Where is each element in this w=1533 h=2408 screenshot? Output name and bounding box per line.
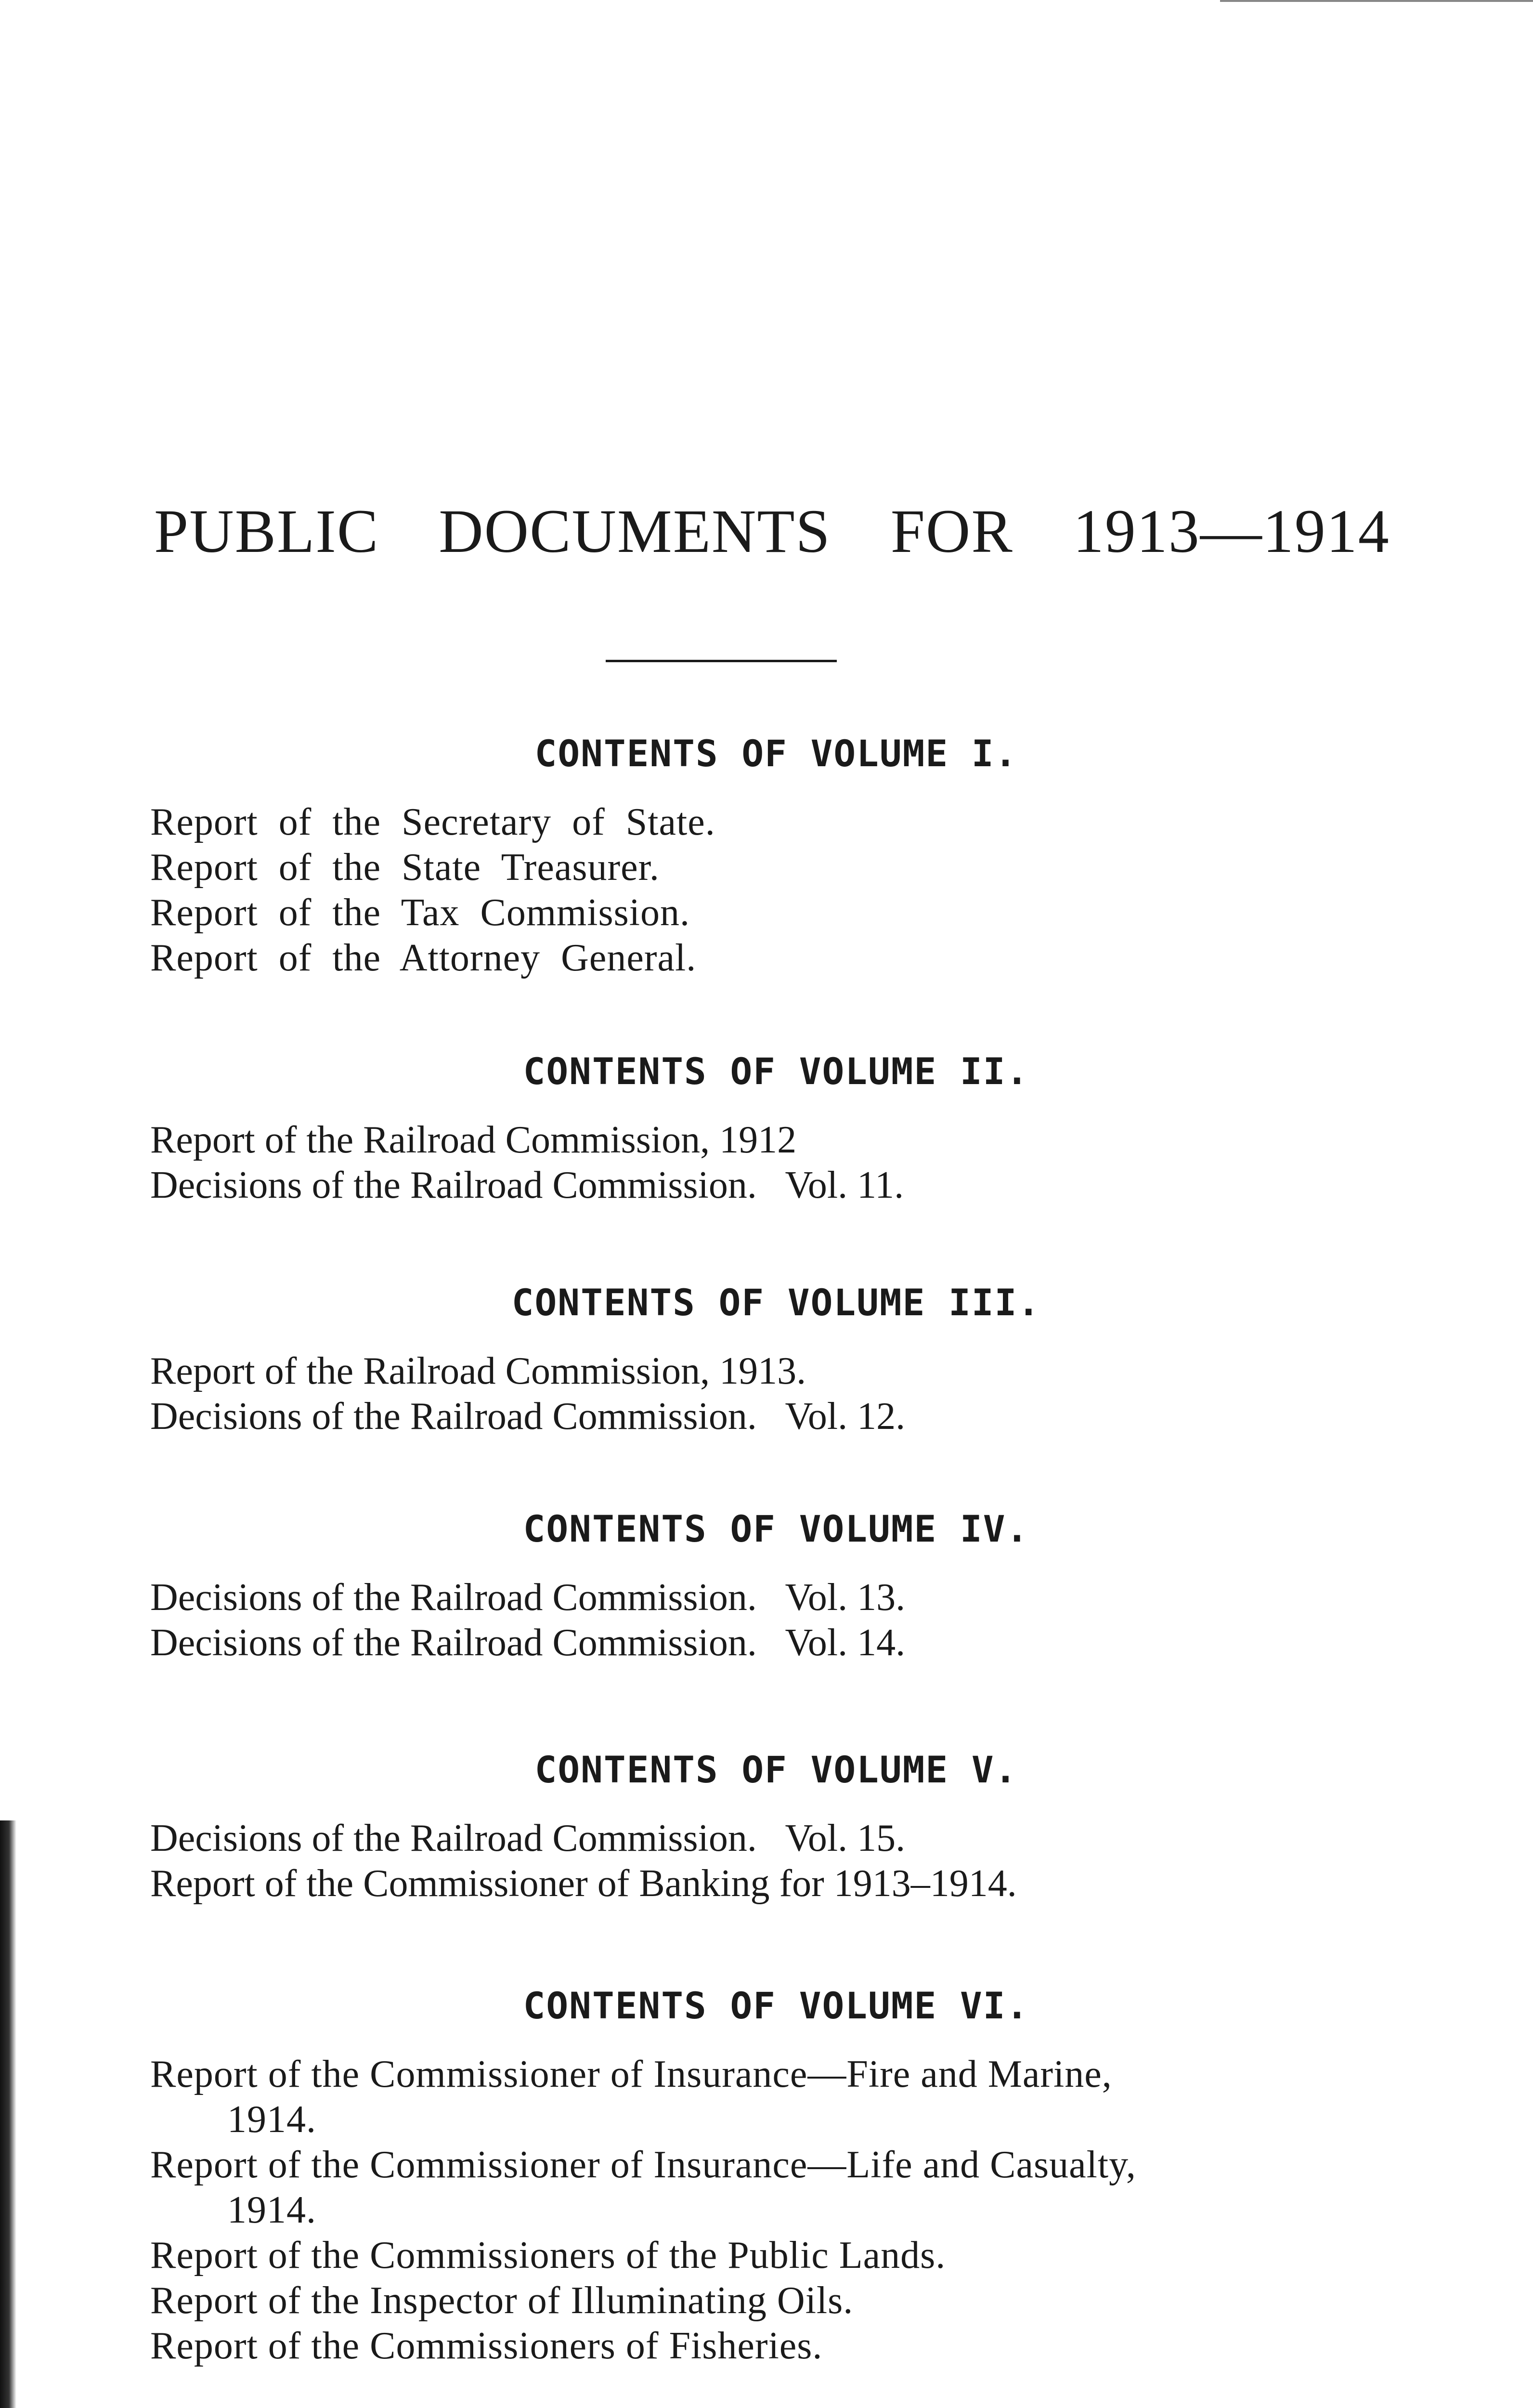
list-item: Report of the Commissioners of Fisheries. bbox=[150, 2325, 823, 2367]
volume-4-heading: CONTENTS OF VOLUME IV. bbox=[523, 1507, 1029, 1550]
volume-2-heading: CONTENTS OF VOLUME II. bbox=[523, 1050, 1029, 1093]
list-item: Report of the State Treasurer. bbox=[150, 846, 660, 889]
volume-1-heading: CONTENTS OF VOLUME I. bbox=[534, 732, 1018, 775]
volume-5-heading: CONTENTS OF VOLUME V. bbox=[534, 1748, 1018, 1791]
list-item: Report of the Tax Commission. bbox=[150, 891, 690, 934]
list-item: 1914. bbox=[227, 2189, 316, 2231]
list-item: Decisions of the Railroad Commission. Vol. 13. bbox=[150, 1576, 906, 1619]
list-item: Decisions of the Railroad Commission. Vol. 12. bbox=[150, 1395, 906, 1438]
page-title: PUBLIC DOCUMENTS FOR 1913—1914 bbox=[154, 497, 1390, 565]
list-item: Report of the Secretary of State. bbox=[150, 801, 715, 843]
volume-1-list bbox=[150, 799, 715, 981]
list-item: Decisions of the Railroad Commission. Vol. 11. bbox=[150, 1164, 904, 1206]
list-item: Report of the Commissioners of the Public Lands. bbox=[150, 2234, 946, 2277]
volume-3-list bbox=[150, 1348, 905, 1439]
list-item: Report of the Inspector of Illuminating Oils. bbox=[150, 2279, 854, 2322]
binding-edge-shadow bbox=[0, 1820, 16, 2408]
list-item: Report of the Attorney General. bbox=[150, 937, 697, 979]
list-item: Report of the Railroad Commission, 1912 bbox=[150, 1119, 797, 1161]
list-item: Report of the Commissioner of Banking for 1913–1914. bbox=[150, 1862, 1017, 1905]
title-divider bbox=[606, 660, 837, 662]
list-item: Report of the Commissioner of Insurance—Fire and Marine, bbox=[150, 2053, 1112, 2095]
list-item: Report of the Railroad Commission, 1913. bbox=[150, 1350, 806, 1392]
list-item: Report of the Commissioner of Insurance—Life and Casualty, bbox=[150, 2144, 1136, 2186]
volume-3-heading: CONTENTS OF VOLUME III. bbox=[511, 1281, 1041, 1324]
volume-5-list bbox=[150, 1816, 1017, 1906]
volume-4-list bbox=[150, 1575, 905, 1665]
scan-edge-rule bbox=[1220, 0, 1533, 2]
volume-6-heading: CONTENTS OF VOLUME VI. bbox=[523, 1984, 1029, 2027]
volume-6-list bbox=[150, 2052, 1136, 2369]
list-item: 1914. bbox=[227, 2098, 316, 2141]
volume-2-list bbox=[150, 1117, 904, 1208]
list-item: Decisions of the Railroad Commission. Vol. 14. bbox=[150, 1622, 906, 1664]
list-item: Decisions of the Railroad Commission. Vol. 15. bbox=[150, 1817, 906, 1859]
